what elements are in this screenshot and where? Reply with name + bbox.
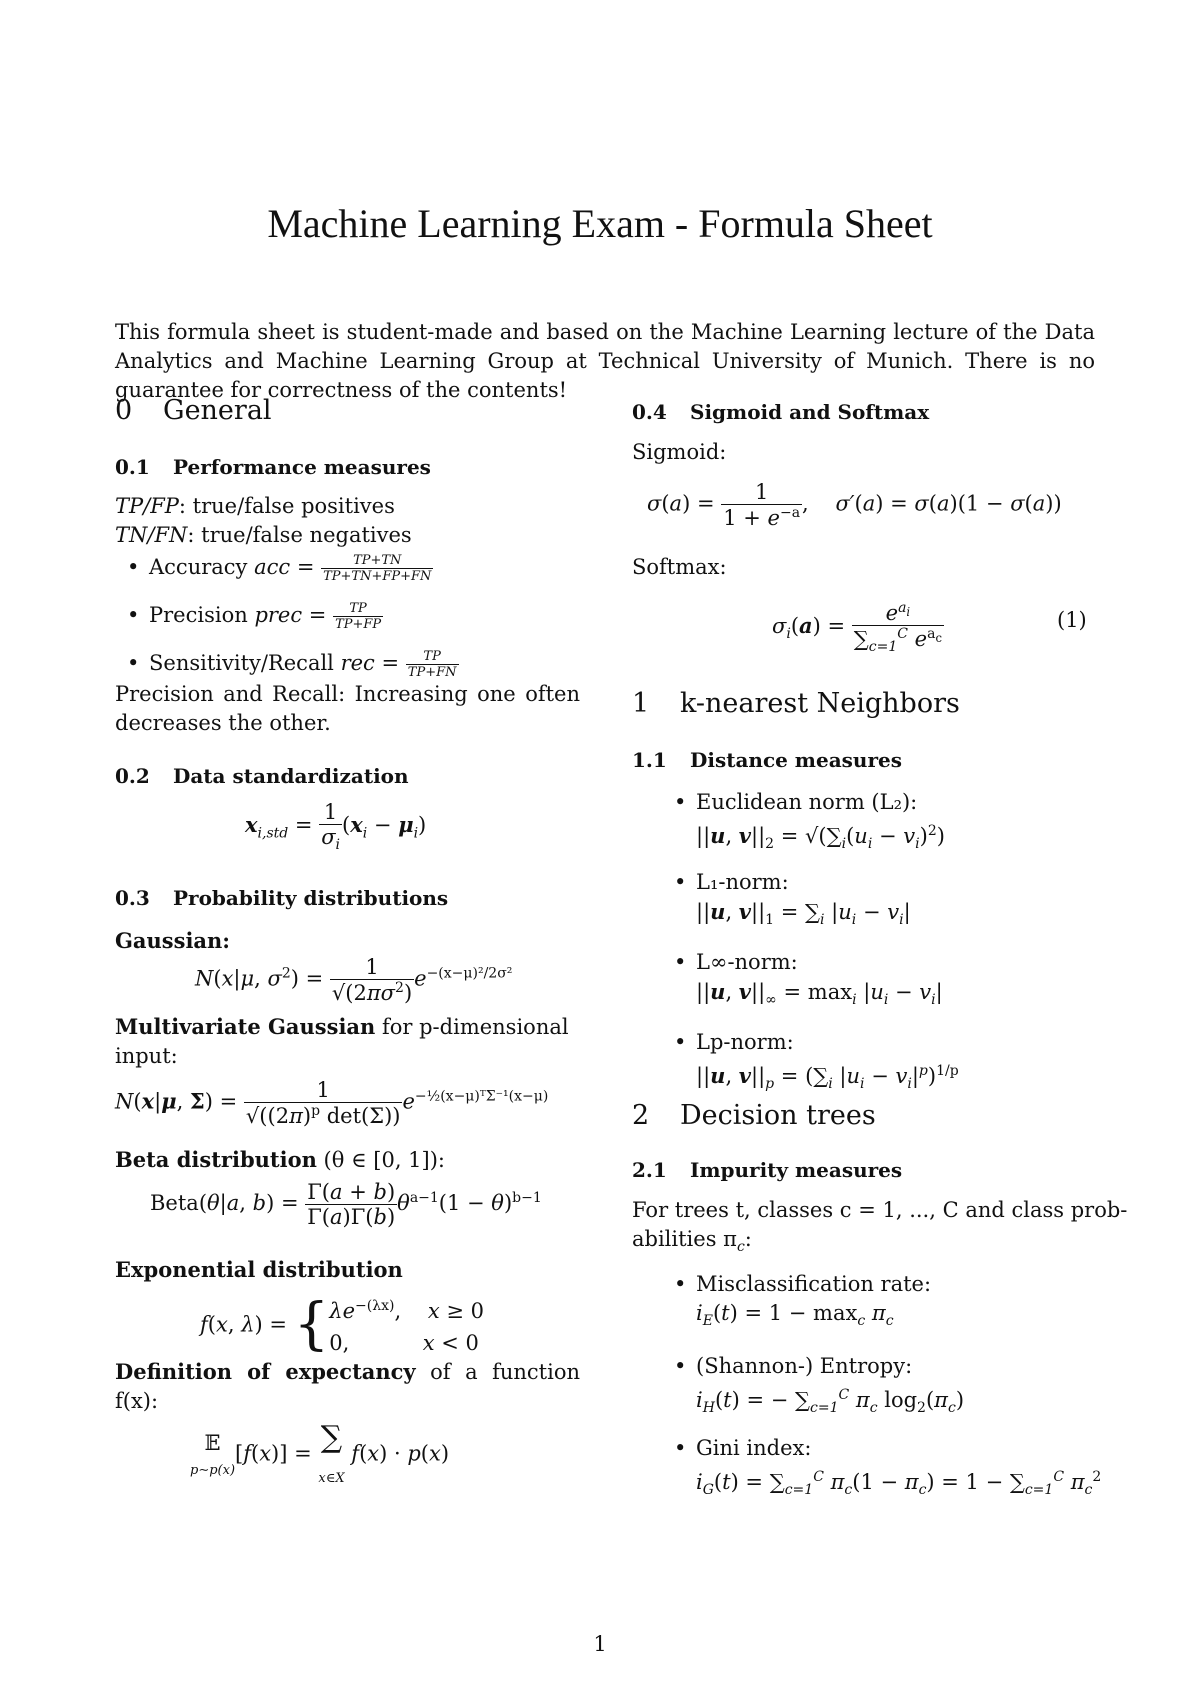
- tn-fn-line: TN/FN: true/false negatives: [115, 523, 412, 547]
- impurity-measures-list: [662, 1270, 1101, 1504]
- softmax-label: Softmax:: [632, 555, 727, 579]
- multivariate-gaussian-text: Multivariate Gaussian for p-dimensional input:: [115, 1014, 569, 1068]
- exponential-equation: f(x, $\lambda) = \{\lambda e^{-(\lambda x)}$, x ≥ 0 0, x < 0: [200, 1292, 485, 1357]
- lp-norm-item: • Lp-norm: ||u, $v||_p = (\sum_i$ $|u_i - v_i|^p)^{1/p}$: [674, 1030, 959, 1093]
- page-number: 1: [593, 1632, 607, 1656]
- l1-norm-item: • L₁-norm: ||u, $v||_1 = \sum_i$ $|u_i - v_i|$: [674, 870, 911, 929]
- page-title: Machine Learning Exam - Formula Sheet: [267, 201, 933, 246]
- impurity-intro-line2: abilities $\pi_c$:: [632, 1227, 752, 1256]
- beta-equation: Beta(θ|a, b) = $\frac{\Gamma(a + b)}{\Gamma(a)\Gamma(b)}$ $\theta^{a-1}(1 - \theta)^{b-1}$: [150, 1180, 542, 1229]
- subsection-distance-measures: 1.1 Distance measures: [632, 748, 902, 772]
- linf-norm-item: • L∞-norm: ||u, $v||_\infty = \max_i |u_i - v_i|$: [674, 950, 943, 1009]
- tp-fp-line: TP/FP: true/false positives: [115, 494, 395, 518]
- gaussian-label: Gaussian:: [115, 928, 231, 953]
- performance-list: [115, 553, 459, 685]
- subsection-impurity-measures: 2.1 Impurity measures: [632, 1158, 903, 1182]
- subsection-probability-distributions: 0.3 Probability distributions: [115, 886, 449, 910]
- expectancy-definition-text: Definition of expectancy of a function f(x):: [115, 1359, 580, 1413]
- recall-item: • Sensitivity/Recall rec = $\frac{TP}{TP+FN}$: [127, 649, 457, 680]
- subsection-performance-measures: 0.1 Performance measures: [115, 455, 431, 479]
- euclidean-norm-item: • Euclidean norm (L₂): ||u, $v||_2 = √(\sum_i(u_i - v_i)^2)$: [674, 790, 945, 853]
- subsection-sigmoid-softmax: 0.4 Sigmoid and Softmax: [632, 400, 930, 424]
- gini-index-item: • Gini index: $i_G(t) = \sum_{c=1}^C$ $\pi_c(1 - \pi_c) = 1 - \sum_{c=1}^C$ $\pi_c^2$: [674, 1436, 1102, 1499]
- softmax-equation-number: (1): [1057, 608, 1087, 632]
- exponential-distribution-label: Exponential distribution: [115, 1257, 403, 1282]
- gaussian-equation: N(x|μ, $\sigma^2$) = $\frac{1}{√(2\pi\sigma^2)}$ $e^{-(x-\mu)^2/2\sigma^2}$: [195, 955, 513, 1005]
- section-decision-trees: 2 Decision trees: [632, 1100, 876, 1131]
- accuracy-item: • Accuracy acc = $\frac{TP+TN}{TP+TN+FP+FN}$: [127, 553, 432, 584]
- entropy-item: • (Shannon-) Entropy: $i_H(t)$ = − $\sum_{c=1}^C$ $\pi_c$ $\log_2(\pi_c)$: [674, 1354, 965, 1417]
- multivariate-gaussian-equation: N(x|μ, Σ) = $\frac{1}{√((2\pi)^p \det(\Sigma))}$ $e^{-\frac{1}{2}(x-\mu)ᵀ\Sigma^{-1}(x-\mu)}$: [115, 1078, 549, 1128]
- misclassification-item: • Misclassification rate: $i_E(t) = 1 - \max_c \pi_c$: [674, 1272, 932, 1330]
- sigmoid-equation: σ(a) = $\frac{1}{1 + e^{-a}}$ , σ′(a) = σ(a)(1 − σ(a)): [647, 480, 1062, 530]
- subsection-data-standardization: 0.2 Data standardization: [115, 764, 409, 788]
- sigmoid-label: Sigmoid:: [632, 440, 727, 464]
- section-general: 0 General: [115, 395, 272, 426]
- standardization-equation: $x_{i,std}$ = $\frac{1}{\sigma_i}$ $(x_i - \mu_i)$: [245, 800, 427, 854]
- intro-paragraph: This formula sheet is student-made and based on the Machine Learning lecture of the Data Analytics and Machine Learning Group at Technical University of Munich. There is no guarantee for correctness of the contents!: [115, 320, 1095, 402]
- impurity-intro-line1: For trees t, classes c = 1, ..., C and class prob-: [632, 1198, 1128, 1222]
- softmax-equation: $\sigma_i(a)$ = $\frac{e^{a_i}}{\sum_{c=1}^C e^{a_c}}$: [772, 600, 942, 656]
- expectancy-equation: 𝔼 p∼p(x)[f(x)] = ∑ x∈X f(x) · p(x): [190, 1420, 450, 1486]
- precision-item: • Precision prec = $\frac{TP}{TP+FP}$: [127, 601, 382, 632]
- precision-recall-note: Precision and Recall: Increasing one often decreases the other.: [115, 682, 580, 735]
- section-knn: 1 k-nearest Neighbors: [632, 688, 960, 719]
- distance-measures-list: [662, 788, 959, 1098]
- beta-distribution-label: Beta distribution (θ ∈ [0, 1]):: [115, 1147, 445, 1172]
